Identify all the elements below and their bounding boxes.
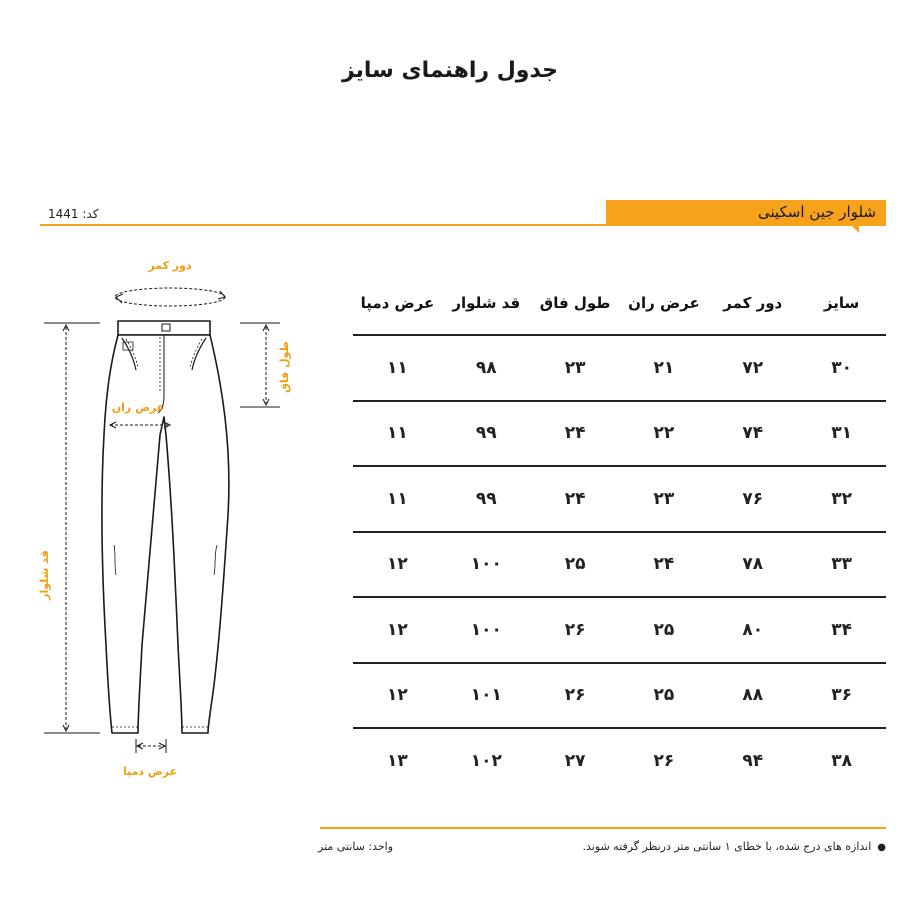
header-thigh: عرض ران <box>620 272 709 335</box>
cell-rise: ۲۶ <box>531 663 620 729</box>
unit-label: واحد: سانتی متر <box>318 840 394 853</box>
cell-size: ۳۳ <box>797 532 886 598</box>
cell-rise: ۲۵ <box>531 532 620 598</box>
cell-hem: ۱۱ <box>353 401 442 467</box>
cell-rise: ۲۴ <box>531 401 620 467</box>
cell-length: ۹۹ <box>442 466 531 532</box>
cell-rise: ۲۴ <box>531 466 620 532</box>
footer-divider <box>320 827 886 829</box>
tolerance-note-text: اندازه های درج شده، با خطای ۱ سانتی متر درنظر گرفته شوند. <box>582 840 872 853</box>
jeans-diagram <box>30 245 330 795</box>
waist-measure <box>115 288 225 306</box>
cell-rise: ۲۷ <box>564 750 586 771</box>
table-row <box>353 532 886 598</box>
cell-thigh: ۲۶ <box>653 750 675 771</box>
table-row <box>353 335 886 401</box>
length-measure <box>44 323 100 733</box>
cell-rise: ۲۳ <box>531 335 620 401</box>
cell-waist: ۷۲ <box>708 335 797 401</box>
cell-hem: ۱۲ <box>353 597 442 663</box>
bullet-dot-icon: ● <box>877 842 886 853</box>
cell-size: ۳۲ <box>797 466 886 532</box>
cell-length: ۱۰۰ <box>442 532 531 598</box>
cell-waist: ۷۴ <box>708 401 797 467</box>
product-name: شلوار جین اسکینی <box>757 203 876 221</box>
cell-thigh: ۲۱ <box>620 335 709 401</box>
cell-size: ۳۰ <box>797 335 886 401</box>
header-hem: عرض دمپا <box>353 272 442 335</box>
product-banner <box>606 200 886 224</box>
cell-thigh: ۲۲ <box>620 401 709 467</box>
cell-size: ۳۴ <box>797 597 886 663</box>
cell-length: ۹۸ <box>442 335 531 401</box>
cell-hem: ۱۲ <box>353 532 442 598</box>
size-table <box>353 272 886 793</box>
cell-hem: ۱۳ <box>387 750 408 771</box>
jeans-outline-icon <box>102 321 229 733</box>
cell-hem: ۱۲ <box>353 663 442 729</box>
cell-length: ۱۰۲ <box>470 750 502 771</box>
cell-size: ۳۸ <box>831 750 852 771</box>
table-row <box>353 728 886 793</box>
cell-waist: ۸۰ <box>708 597 797 663</box>
table-row <box>353 597 886 663</box>
cell-rise: ۲۶ <box>531 597 620 663</box>
cell-length: ۱۰۰ <box>442 597 531 663</box>
header-rise: طول فاق <box>531 272 620 335</box>
tolerance-note <box>583 840 887 853</box>
rise-label: طول فاق <box>278 341 291 393</box>
thigh-label: عرض ران <box>111 401 165 414</box>
cell-waist: ۷۸ <box>708 532 797 598</box>
hem-label: عرض دمپا <box>122 765 178 778</box>
cell-length: ۹۹ <box>442 401 531 467</box>
length-label: قد شلوار <box>38 550 51 600</box>
cell-length: ۱۰۱ <box>442 663 531 729</box>
waist-label: دور کمر <box>148 259 192 272</box>
table-row <box>353 663 886 729</box>
rise-measure <box>240 323 280 407</box>
cell-thigh: ۲۳ <box>620 466 709 532</box>
page-title: جدول راهنمای سایز <box>341 58 559 83</box>
header-size: سایز <box>797 272 886 335</box>
table-row <box>353 401 886 467</box>
table-header-row <box>353 272 886 335</box>
cell-waist: ۸۸ <box>708 663 797 729</box>
cell-hem: ۱۱ <box>353 466 442 532</box>
cell-thigh: ۲۵ <box>620 663 709 729</box>
product-code: کد: 1441 <box>48 207 99 221</box>
cell-hem: ۱۱ <box>353 335 442 401</box>
cell-size: ۳۱ <box>797 401 886 467</box>
cell-thigh: ۲۵ <box>620 597 709 663</box>
cell-waist: ۹۴ <box>742 750 764 771</box>
header-divider <box>40 224 886 226</box>
cell-size: ۳۶ <box>797 663 886 729</box>
cell-waist: ۷۶ <box>708 466 797 532</box>
header-waist: دور کمر <box>708 272 797 335</box>
cell-thigh: ۲۴ <box>620 532 709 598</box>
hem-measure <box>136 739 166 753</box>
table-row <box>353 466 886 532</box>
header-length: قد شلوار <box>442 272 531 335</box>
